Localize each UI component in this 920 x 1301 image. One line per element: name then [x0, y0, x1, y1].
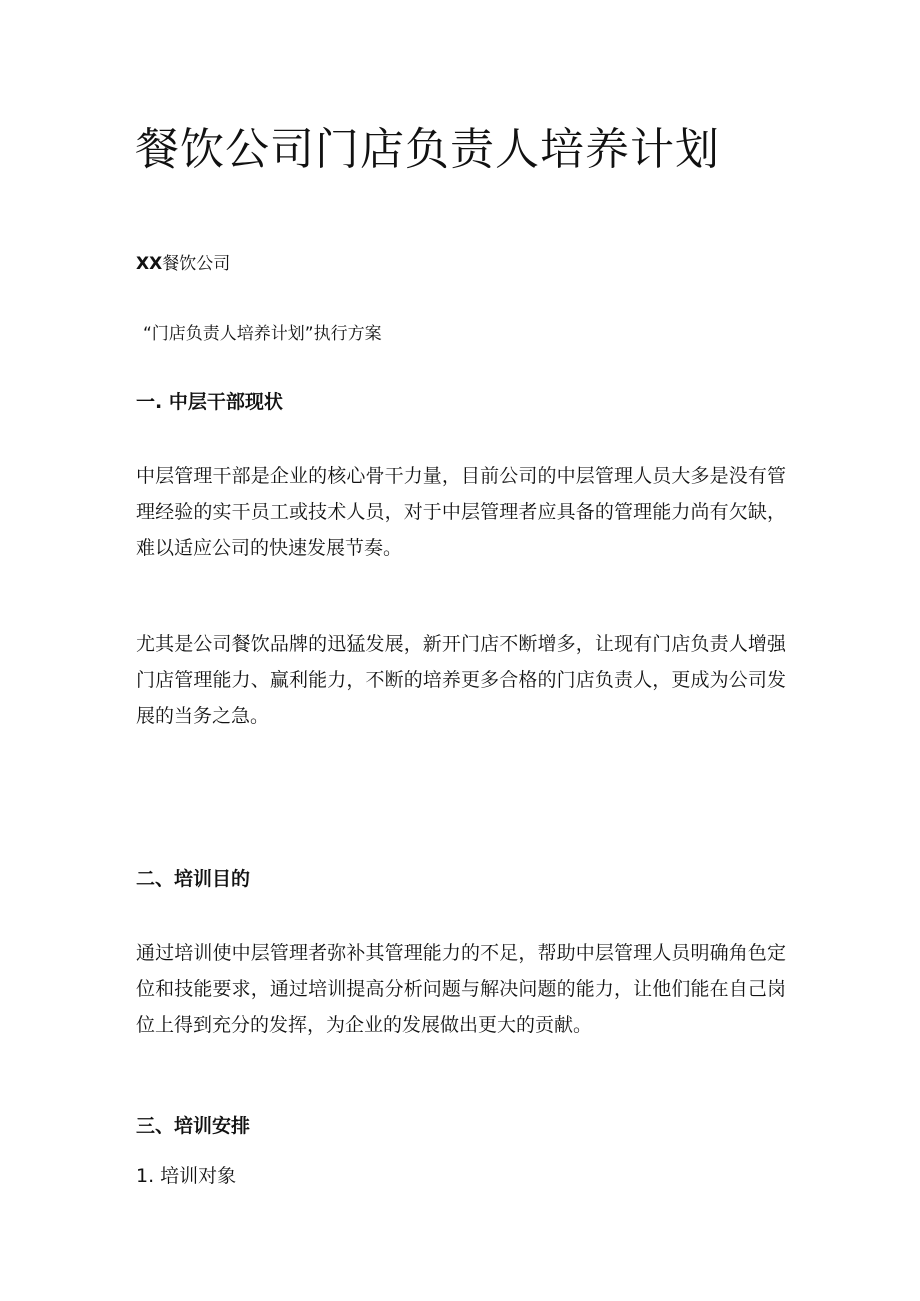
section-paragraph: 中层管理干部是企业的核心骨干力量，目前公司的中层管理人员大多是没有管理经验的实干员工或技术人员，对于中层管理者应具备的管理能力尚有欠缺，难以适应公司的快速发展节奏。: [136, 465, 786, 559]
section-paragraph: 通过培训使中层管理者弥补其管理能力的不足，帮助中层管理人员明确角色定位和技能要求，通过培训提高分析问题与解决问题的能力，让他们能在自己岗位上得到充分的发挥，为企业的发展做出更大的贡献。: [136, 942, 786, 1036]
subsection-item-training-target: 1. 培训对象: [136, 1165, 237, 1187]
plan-subtitle: “门店负责人培养计划”执行方案: [143, 324, 382, 344]
document-title: 餐饮公司门店负责人培养计划: [135, 124, 720, 175]
company-suffix: 餐饮公司: [162, 254, 231, 274]
company-name: [136, 251, 230, 277]
company-prefix: XX: [136, 254, 163, 274]
section-heading-current-status: 一. 中层干部现状: [136, 391, 283, 413]
section-heading-training-arrangement: 三、培训安排: [136, 1115, 251, 1137]
section-paragraph: 尤其是公司餐饮品牌的迅猛发展，新开门店不断增多，让现有门店负责人增强门店管理能力、赢利能力，不断的培养更多合格的门店负责人，更成为公司发展的当务之急。: [136, 633, 786, 727]
section-heading-training-purpose: 二、培训目的: [136, 868, 251, 890]
